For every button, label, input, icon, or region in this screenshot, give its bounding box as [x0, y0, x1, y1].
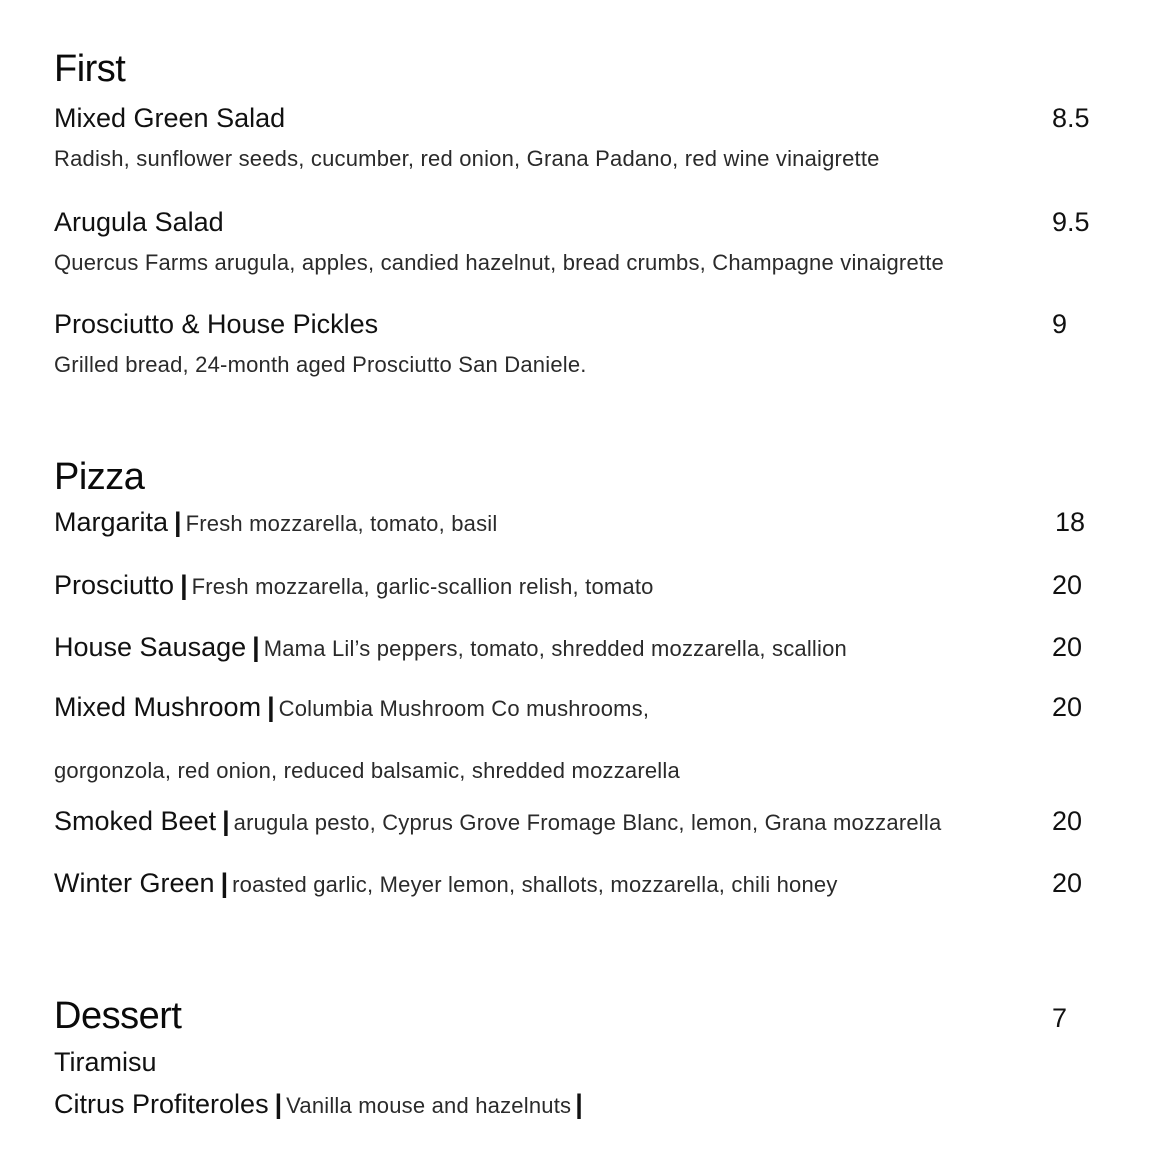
price-smoked-beet: 20	[1052, 806, 1083, 836]
separator: |	[174, 507, 182, 537]
item-name-prosciutto: Prosciutto	[54, 570, 175, 600]
separator: |	[252, 632, 260, 662]
item-name-margarita: Margarita	[54, 507, 169, 537]
price-arugula-salad: 9.5	[1052, 207, 1090, 237]
section-title-dessert: Dessert	[54, 995, 182, 1037]
desc-citrus-profiteroles: Vanilla mouse and hazelnuts	[286, 1093, 572, 1118]
item-name-house-sausage: House Sausage	[54, 632, 247, 662]
pizza-item-prosciutto	[54, 570, 654, 601]
pizza-item-smoked-beet	[54, 806, 941, 837]
separator: |	[220, 868, 229, 898]
separator: |	[222, 806, 230, 836]
desc-arugula-salad: Quercus Farms arugula, apples, candied hazelnut, bread crumbs, Champagne vinaigrette	[54, 250, 944, 275]
price-mixed-mushroom: 20	[1052, 692, 1083, 722]
desc-prosciutto-pickles: Grilled bread, 24-month aged Prosciutto San Daniele.	[54, 352, 587, 377]
desc-mixed-mushroom: Columbia Mushroom Co mushrooms,	[278, 696, 650, 721]
section-title-pizza: Pizza	[54, 456, 145, 498]
pizza-item-mixed-mushroom	[54, 692, 649, 723]
pizza-item-margarita	[54, 507, 497, 538]
price-mixed-green-salad: 8.5	[1052, 103, 1090, 133]
desc-mixed-green-salad: Radish, sunflower seeds, cucumber, red onion, Grana Padano, red wine vinaigrette	[54, 146, 880, 171]
separator: |	[267, 692, 275, 722]
section-title-first: First	[54, 48, 126, 90]
desc-mixed-mushroom-continued: gorgonzola, red onion, reduced balsamic, shredded mozzarella	[54, 758, 680, 783]
desc-winter-green: roasted garlic, Meyer lemon, shallots, mozzarella, chili honey	[232, 872, 838, 897]
pizza-item-house-sausage	[54, 632, 847, 663]
price-margarita: 18	[1055, 507, 1086, 537]
item-name-mixed-mushroom: Mixed Mushroom	[54, 692, 262, 722]
desc-house-sausage: Mama Lil’s peppers, tomato, shredded mozzarella, scallion	[263, 636, 847, 661]
item-name-tiramisu: Tiramisu	[54, 1047, 157, 1077]
pizza-item-winter-green	[54, 868, 838, 899]
desc-prosciutto: Fresh mozzarella, garlic-scallion relish, tomato	[191, 574, 654, 599]
price-house-sausage: 20	[1052, 632, 1083, 662]
dessert-item-citrus-profiteroles	[54, 1089, 583, 1120]
trailing-separator: |	[575, 1089, 583, 1119]
desc-smoked-beet: arugula pesto, Cyprus Grove Fromage Blanc, lemon, Grana mozzarella	[233, 810, 942, 835]
item-name-winter-green: Winter Green	[54, 868, 215, 898]
price-prosciutto: 20	[1052, 570, 1083, 600]
item-name-arugula-salad: Arugula Salad	[54, 207, 224, 237]
price-prosciutto-pickles: 9	[1052, 309, 1068, 339]
item-name-prosciutto-pickles: Prosciutto & House Pickles	[54, 309, 379, 339]
price-winter-green: 20	[1052, 868, 1083, 898]
item-name-smoked-beet: Smoked Beet	[54, 806, 217, 836]
item-name-mixed-green-salad: Mixed Green Salad	[54, 103, 286, 133]
separator: |	[180, 570, 188, 600]
price-dessert: 7	[1052, 1003, 1068, 1033]
item-name-citrus-profiteroles: Citrus Profiteroles	[54, 1089, 269, 1119]
desc-margarita: Fresh mozzarella, tomato, basil	[185, 511, 498, 536]
separator: |	[274, 1089, 283, 1119]
